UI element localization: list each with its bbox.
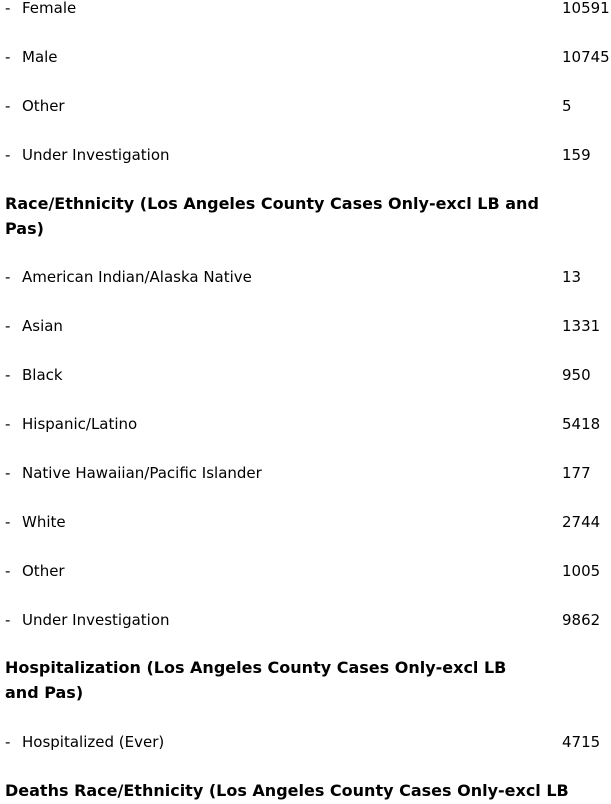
list-item — [0, 0, 611, 20]
section-heading-race-ethnicity: Race/Ethnicity (Los Angeles County Cases Only-excl LB and Pas) — [5, 194, 539, 238]
list-item — [0, 363, 611, 387]
list-item — [0, 94, 611, 118]
bullet-dash: - — [5, 48, 11, 66]
bullet-dash: - — [5, 464, 11, 482]
bullet-dash: - — [5, 513, 11, 531]
bullet-dash: - — [5, 268, 11, 286]
item-value: 10591 — [562, 0, 610, 17]
list-item — [0, 510, 611, 534]
list-item — [0, 730, 611, 754]
item-label: Native Hawaiian/Pacific Islander — [22, 464, 262, 482]
item-value: 159 — [562, 146, 591, 164]
list-item — [0, 608, 611, 632]
item-value: 4715 — [562, 733, 601, 751]
item-value: 5 — [562, 97, 572, 115]
item-label: Female — [22, 0, 77, 17]
item-label: Other — [22, 562, 65, 580]
item-label: Hospitalized (Ever) — [22, 733, 165, 751]
section-heading-deaths-race-ethnicity: Deaths Race/Ethnicity (Los Angeles County Cases Only-excl LB — [5, 781, 569, 800]
list-item — [0, 45, 611, 69]
item-label: Asian — [22, 317, 63, 335]
list-item — [0, 412, 611, 436]
item-value: 950 — [562, 366, 591, 384]
bullet-dash: - — [5, 733, 11, 751]
item-label: American Indian/Alaska Native — [22, 268, 252, 286]
bullet-dash: - — [5, 366, 11, 384]
item-value: 2744 — [562, 513, 601, 531]
item-label: White — [22, 513, 66, 531]
item-label: Male — [22, 48, 58, 66]
list-item — [0, 559, 611, 583]
section-heading-hospitalization: Hospitalization (Los Angeles County Cases Only-excl LB and Pas) — [5, 658, 507, 702]
bullet-dash: - — [5, 0, 11, 17]
bullet-dash: - — [5, 146, 11, 164]
item-value: 5418 — [562, 415, 601, 433]
item-value: 13 — [562, 268, 582, 286]
item-value: 10745 — [562, 48, 610, 66]
item-label: Black — [22, 366, 63, 384]
list-item — [0, 314, 611, 338]
item-value: 1331 — [562, 317, 601, 335]
item-value: 9862 — [562, 611, 601, 629]
item-label: Hispanic/Latino — [22, 415, 138, 433]
item-label: Other — [22, 97, 65, 115]
list-item — [0, 265, 611, 289]
bullet-dash: - — [5, 415, 11, 433]
list-item — [0, 461, 611, 485]
bullet-dash: - — [5, 317, 11, 335]
bullet-dash: - — [5, 611, 11, 629]
item-label: Under Investigation — [22, 146, 170, 164]
item-value: 177 — [562, 464, 591, 482]
bullet-dash: - — [5, 97, 11, 115]
list-item — [0, 143, 611, 167]
bullet-dash: - — [5, 562, 11, 580]
item-label: Under Investigation — [22, 611, 170, 629]
item-value: 1005 — [562, 562, 601, 580]
